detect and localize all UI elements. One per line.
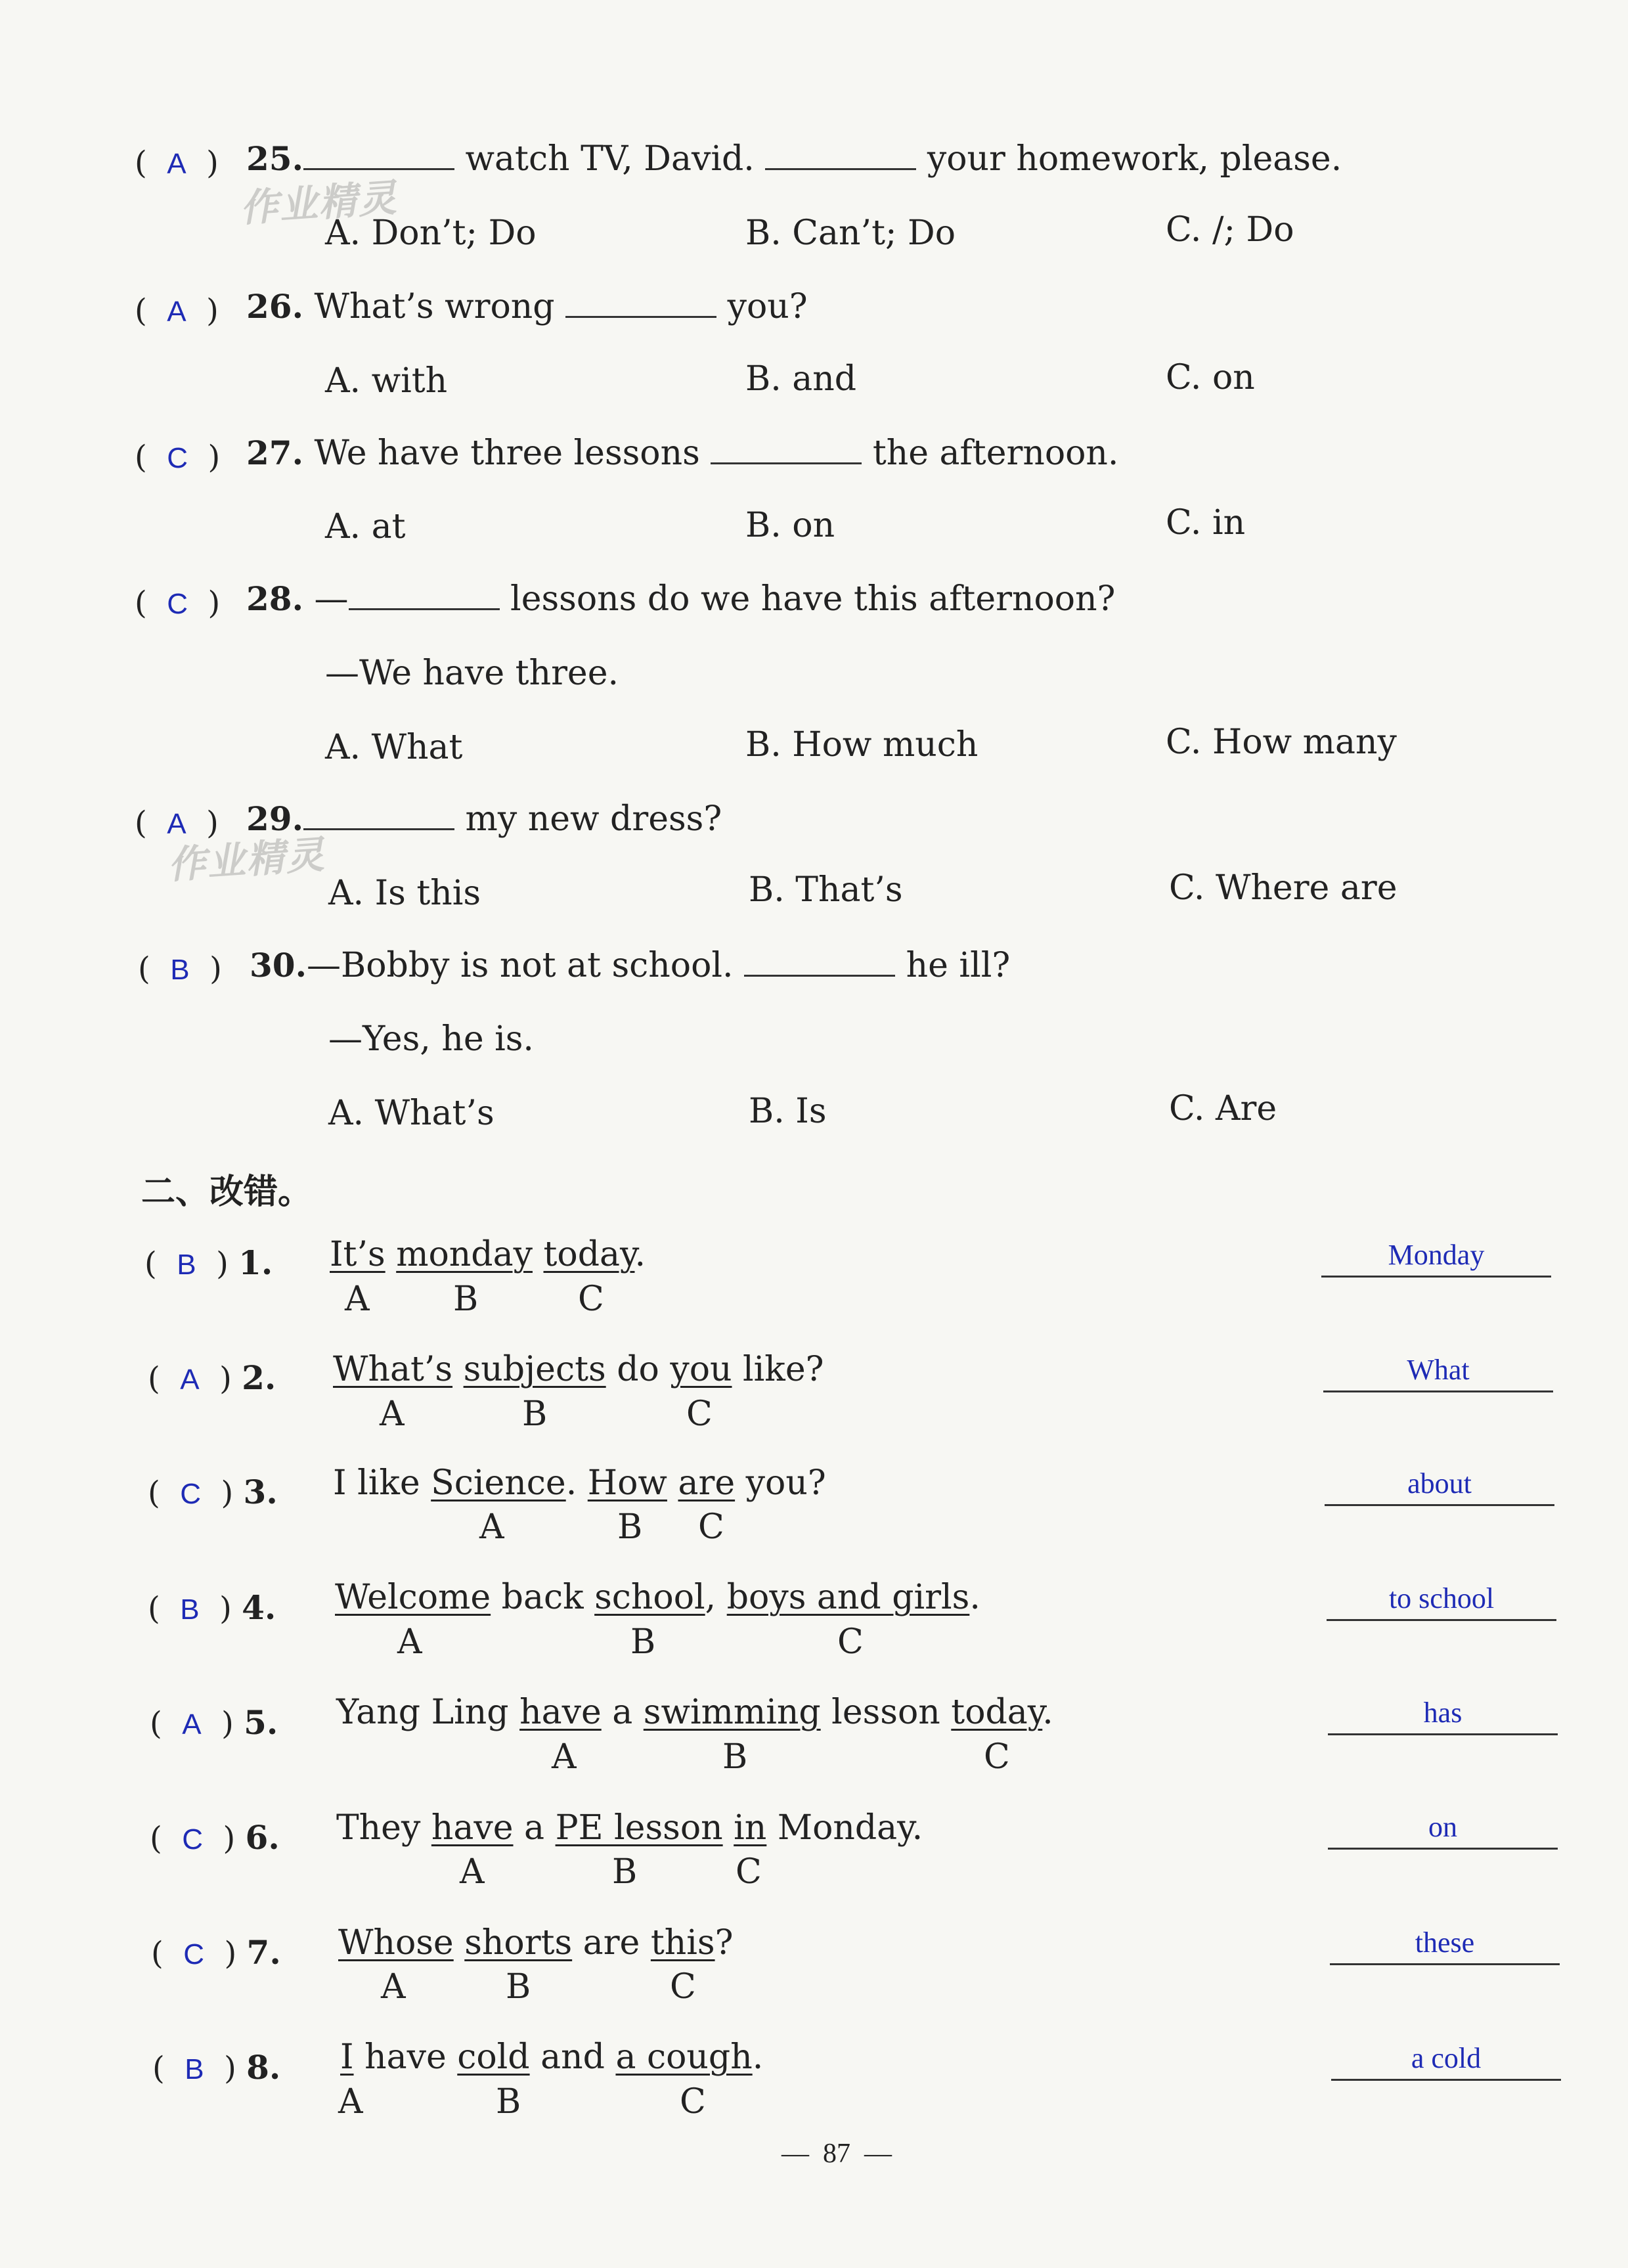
part-c: this	[650, 1923, 715, 1963]
sentence-text: have	[353, 2037, 458, 2077]
part-b: school	[594, 1578, 705, 1617]
label-b: B	[617, 1507, 643, 1547]
sentence	[336, 1808, 923, 1848]
sentence-text: do	[605, 1350, 671, 1389]
question-number: 3.	[243, 1473, 278, 1511]
part-c: today	[951, 1693, 1043, 1732]
sentence	[333, 1463, 826, 1503]
part-b: subjects	[463, 1350, 606, 1389]
label-a: A	[338, 2082, 363, 2122]
question-number: 7.	[246, 1933, 281, 1972]
label-c: C	[686, 1394, 713, 1434]
option-c: C. on	[1166, 358, 1255, 397]
answer-letter: C	[182, 1823, 204, 1856]
option-a: A. Don’t; Do	[325, 213, 537, 253]
answer-paren: ( A )	[135, 805, 219, 841]
label-c: C	[578, 1279, 604, 1319]
answer-letter: B	[185, 2053, 204, 2085]
sentence-text: Monday.	[766, 1808, 923, 1848]
label-b: B	[522, 1394, 548, 1434]
question-text: What’s wrong	[314, 287, 566, 326]
label-a: A	[397, 1622, 422, 1662]
label-c: C	[698, 1507, 724, 1547]
question-27	[246, 434, 1118, 473]
label-c: C	[680, 2082, 706, 2122]
answer-blank[interactable]	[349, 582, 500, 610]
option-b: B. How much	[745, 725, 979, 765]
part-a: I	[340, 2037, 354, 2077]
label-b: B	[506, 1967, 531, 2007]
question-text: my new dress?	[454, 799, 722, 839]
answer-blank[interactable]	[565, 290, 716, 318]
question-text: you?	[716, 287, 808, 326]
question-text: —	[314, 579, 349, 619]
answer-letter: A	[167, 808, 187, 840]
sentence-text: back	[491, 1578, 595, 1617]
part-a: Whose	[338, 1923, 454, 1963]
question-text: lessons do we have this afternoon?	[499, 579, 1116, 619]
correction-answer[interactable]: these	[1330, 1926, 1560, 1965]
sentence	[330, 1235, 646, 1274]
label-c: C	[670, 1967, 696, 2007]
label-c: C	[837, 1622, 864, 1662]
part-c: you	[670, 1350, 732, 1389]
sentence-text: a	[513, 1808, 556, 1848]
part-a: have	[431, 1808, 514, 1848]
sentence	[335, 1578, 980, 1617]
option-c: C. Are	[1169, 1089, 1277, 1128]
sentence	[338, 1923, 733, 1963]
correction-answer[interactable]: to school	[1327, 1582, 1556, 1621]
question-number: 27.	[246, 434, 303, 472]
sentence-text: .	[565, 1463, 588, 1503]
part-b: swimming	[643, 1693, 821, 1732]
sentence-text: I like	[333, 1463, 431, 1503]
answer-paren: ( B ) 8.	[152, 2048, 281, 2087]
part-a: Welcome	[335, 1578, 491, 1617]
answer-letter: C	[183, 1938, 205, 1970]
question-text: —Bobby is not at school.	[307, 946, 745, 985]
option-c: C. /; Do	[1166, 210, 1294, 250]
answer-paren: ( A ) 2.	[148, 1358, 276, 1397]
correction-answer[interactable]: What	[1323, 1353, 1553, 1392]
answer-letter: A	[167, 148, 187, 180]
sentence-text	[723, 1808, 734, 1848]
sentence-text: you?	[735, 1463, 826, 1503]
part-a: What’s	[333, 1350, 453, 1389]
label-c: C	[736, 1852, 762, 1892]
part-c: are	[678, 1463, 736, 1503]
answer-paren: ( B )	[138, 950, 222, 987]
question-text: the afternoon.	[862, 434, 1119, 473]
answer-paren: ( C ) 3.	[148, 1473, 278, 1511]
answer-blank[interactable]	[711, 436, 862, 464]
option-a: A. What	[325, 728, 463, 767]
dialog-line: —We have three.	[325, 654, 619, 693]
label-a: A	[381, 1967, 406, 2007]
option-a: A. What’s	[328, 1094, 495, 1133]
sentence-text: like?	[732, 1350, 824, 1389]
page-number-value: 87	[823, 2139, 850, 2169]
answer-blank[interactable]	[303, 802, 454, 830]
option-c: C. How many	[1166, 723, 1397, 762]
watermark: 作业精灵	[166, 832, 327, 888]
question-number: 26.	[246, 287, 303, 326]
sentence-text	[385, 1235, 397, 1274]
question-28	[246, 579, 1115, 619]
sentence	[333, 1350, 824, 1389]
label-b: B	[453, 1279, 479, 1319]
part-c: today	[543, 1235, 635, 1274]
question-number: 25.	[246, 139, 303, 178]
question-text: We have three lessons	[314, 434, 711, 473]
sentence-text: a	[601, 1693, 644, 1732]
question-number: 30.	[250, 946, 307, 985]
option-a: A. at	[325, 507, 406, 546]
question-number: 28.	[246, 579, 303, 618]
option-b: B. on	[745, 506, 835, 545]
correction-answer[interactable]: a cold	[1331, 2041, 1561, 2081]
answer-letter: C	[167, 588, 188, 620]
sentence-text: .	[752, 2037, 764, 2077]
answer-blank[interactable]	[744, 948, 895, 977]
label-a: A	[479, 1507, 504, 1547]
sentence-text: lesson	[820, 1693, 952, 1732]
answer-paren: ( C ) 6.	[150, 1818, 280, 1857]
sentence-text: .	[969, 1578, 980, 1617]
option-c: C. Where are	[1169, 868, 1397, 908]
label-a: A	[345, 1279, 370, 1319]
part-a: It’s	[330, 1235, 385, 1274]
part-b: cold	[457, 2037, 530, 2077]
sentence-text	[667, 1463, 678, 1503]
label-a: A	[380, 1394, 405, 1434]
part-a: Science	[431, 1463, 566, 1503]
question-number: 6.	[245, 1818, 280, 1857]
sentence-text: .	[1042, 1693, 1053, 1732]
sentence-text	[454, 1923, 465, 1963]
question-number: 1.	[238, 1243, 273, 1282]
question-number: 2.	[242, 1358, 276, 1397]
part-c: boys and girls	[726, 1578, 970, 1617]
question-number: 4.	[242, 1588, 276, 1627]
option-b: B. and	[745, 359, 857, 399]
question-text: watch TV, David.	[454, 139, 766, 179]
answer-paren: ( A ) 5.	[150, 1703, 278, 1742]
question-text: your homework, please.	[916, 139, 1342, 179]
sentence-text: ?	[715, 1923, 734, 1963]
answer-letter: C	[180, 1478, 202, 1510]
section-title: 二、改错。	[141, 1172, 313, 1212]
page-number: — 87 —	[781, 2139, 892, 2169]
option-b: B. That’s	[749, 870, 903, 910]
sentence-text	[452, 1350, 464, 1389]
answer-letter: A	[167, 296, 187, 328]
answer-paren: ( C ) 7.	[151, 1933, 281, 1972]
dialog-line: —Yes, he is.	[328, 1019, 534, 1059]
answer-blank[interactable]	[765, 142, 916, 170]
sentence-text: are	[572, 1923, 651, 1963]
option-a: A. with	[325, 361, 448, 401]
answer-paren: ( C )	[135, 439, 221, 476]
label-a: A	[460, 1852, 485, 1892]
sentence-text: They	[336, 1808, 431, 1848]
label-b: B	[630, 1622, 656, 1662]
part-c: a cough	[615, 2037, 753, 2077]
question-number: 29.	[246, 799, 303, 838]
question-30	[250, 946, 1010, 985]
sentence	[340, 2037, 763, 2077]
part-b: PE lesson	[555, 1808, 723, 1848]
option-b: B. Is	[749, 1092, 827, 1131]
label-b: B	[612, 1852, 638, 1892]
question-26	[246, 287, 808, 326]
answer-paren: ( C )	[135, 585, 221, 621]
question-number: 8.	[246, 2048, 281, 2087]
option-b: B. Can’t; Do	[745, 213, 956, 253]
answer-letter: B	[177, 1249, 196, 1281]
label-a: A	[552, 1737, 577, 1777]
sentence-text: .	[634, 1235, 646, 1274]
watermark: 作业精灵	[238, 175, 399, 231]
part-b: shorts	[464, 1923, 573, 1963]
sentence-text: ,	[705, 1578, 727, 1617]
answer-letter: A	[180, 1364, 200, 1396]
part-a: have	[519, 1693, 602, 1732]
answer-paren: ( A )	[135, 292, 219, 329]
sentence-text: Yang Ling	[336, 1693, 520, 1732]
answer-blank[interactable]	[303, 142, 454, 170]
answer-letter: C	[167, 442, 188, 474]
option-c: C. in	[1166, 503, 1246, 543]
correction-answer[interactable]: about	[1325, 1467, 1554, 1506]
question-25	[246, 139, 1342, 179]
correction-answer[interactable]: on	[1328, 1810, 1558, 1850]
answer-paren: ( B ) 1.	[144, 1243, 273, 1282]
answer-paren: ( B ) 4.	[148, 1588, 276, 1627]
correction-answer[interactable]: has	[1328, 1696, 1558, 1735]
answer-letter: B	[180, 1593, 200, 1626]
label-c: C	[984, 1737, 1010, 1777]
question-number: 5.	[244, 1703, 278, 1742]
answer-letter: A	[182, 1708, 202, 1741]
sentence-text	[533, 1235, 544, 1274]
question-text: he ill?	[895, 946, 1011, 985]
answer-letter: B	[170, 954, 190, 986]
part-b: How	[587, 1463, 667, 1503]
sentence-text: and	[529, 2037, 616, 2077]
label-b: B	[722, 1737, 748, 1777]
answer-paren: ( A )	[135, 145, 219, 181]
correction-answer[interactable]: Monday	[1321, 1238, 1551, 1278]
label-b: B	[496, 2082, 521, 2122]
part-c: in	[734, 1808, 767, 1848]
part-b: monday	[396, 1235, 533, 1274]
option-a: A. Is this	[328, 874, 481, 913]
sentence	[336, 1693, 1053, 1732]
